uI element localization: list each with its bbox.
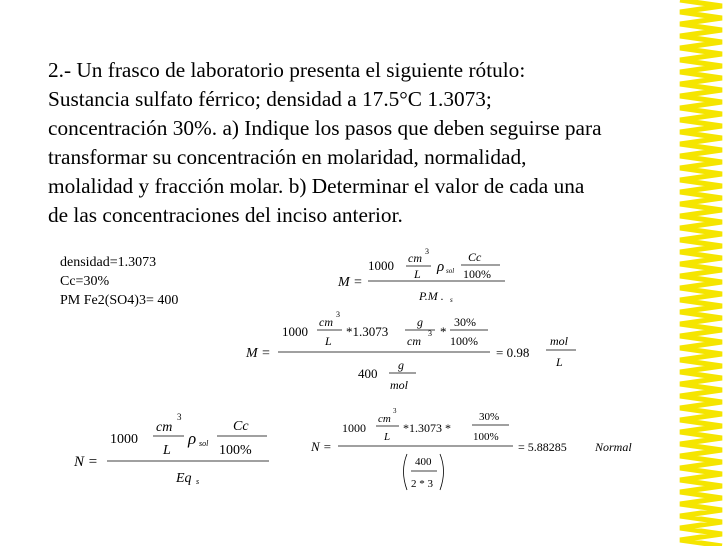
fraction-denominator: 2 * 3 <box>411 478 433 490</box>
percent-numerator: 30% <box>454 315 476 329</box>
percent-numerator: 30% <box>479 411 500 423</box>
unit-exponent: 3 <box>177 412 182 422</box>
equivalents-subscript: s <box>196 477 200 486</box>
molarity-numeric-formula <box>240 305 600 405</box>
molar-mass-value: 400 <box>358 366 378 381</box>
given-molar-mass: PM Fe2(SO4)3= 400 <box>60 293 179 308</box>
percent-denominator: 100% <box>450 334 478 348</box>
unit-numerator: cm <box>156 420 173 435</box>
density-subscript: sol <box>199 439 209 448</box>
density-symbol: ρ <box>437 259 445 275</box>
percent-denominator: 100% <box>219 443 252 458</box>
eq-constant: 1000 <box>110 432 138 447</box>
eq-lhs: M = <box>246 346 271 361</box>
mol-symbol: mol <box>390 378 408 392</box>
grams-symbol: g <box>398 358 404 372</box>
problem-line: de las concentraciones del inciso anterior. <box>48 203 403 227</box>
problem-line: Sustancia sulfato férrico; densidad a 17.5°C 1.3073; <box>48 87 492 111</box>
eq-lhs: M = <box>338 275 363 290</box>
given-data <box>60 253 178 310</box>
grams-symbol: g <box>417 315 423 329</box>
concentration-symbol: Cc <box>233 419 249 434</box>
eq-lhs: N = <box>311 439 332 454</box>
result-unit: Normal <box>595 440 632 454</box>
problem-statement <box>48 56 688 230</box>
unit-denominator: L <box>163 443 171 458</box>
problem-line: transformar su concentración en molaridad, normalidad, <box>48 145 527 169</box>
equivalents-symbol: Eq <box>176 471 192 486</box>
cubic-cm-symbol: cm <box>407 334 421 348</box>
multiply-sign: * <box>440 324 447 339</box>
right-parenthesis <box>440 454 444 490</box>
unit-numerator: cm <box>408 251 422 265</box>
eq-constant: 1000 <box>368 258 394 273</box>
molarity-result: = 0.98 <box>496 345 530 360</box>
unit-numerator: cm <box>378 413 391 425</box>
normality-result: = 5.88285 <box>518 440 567 454</box>
problem-line: 2.- Un frasco de laboratorio presenta el siguiente rótulo: <box>48 58 526 82</box>
given-concentration: Cc=30% <box>60 274 110 289</box>
density-value: *1.3073 * <box>403 421 451 435</box>
result-unit-numerator: mol <box>550 334 568 348</box>
problem-line: molalidad y fracción molar. b) Determinar el valor de cada una <box>48 174 585 198</box>
eq-constant: 1000 <box>342 421 366 435</box>
percent-denominator: 100% <box>463 267 491 281</box>
eq-constant: 1000 <box>282 324 308 339</box>
unit-exponent: 3 <box>425 247 429 256</box>
density-symbol: ρ <box>188 429 197 448</box>
problem-line: concentración 30%. a) Indique los pasos que deben seguirse para <box>48 116 602 140</box>
left-parenthesis <box>404 454 408 490</box>
given-density: densidad=1.3073 <box>60 255 157 270</box>
density-value: *1.3073 <box>346 324 389 339</box>
result-unit-denominator: L <box>556 355 563 369</box>
concentration-symbol: Cc <box>468 250 482 264</box>
density-subscript: sol <box>446 267 455 275</box>
unit-denominator: L <box>384 431 391 443</box>
unit-denominator: L <box>414 267 421 281</box>
cubic-exponent: 3 <box>428 329 432 338</box>
unit-numerator: cm <box>319 315 333 329</box>
fraction-numerator: 400 <box>415 456 432 468</box>
percent-denominator: 100% <box>473 431 499 443</box>
unit-exponent: 3 <box>336 310 340 319</box>
normality-numeric-formula <box>305 402 665 505</box>
molar-mass-symbol: P.M . <box>419 289 444 303</box>
unit-denominator: L <box>325 334 332 348</box>
unit-exponent: 3 <box>393 407 397 415</box>
molar-mass-subscript: s <box>450 296 453 304</box>
normality-general-formula <box>62 408 282 503</box>
molarity-general-formula <box>330 240 530 315</box>
eq-lhs: N = <box>74 454 98 470</box>
